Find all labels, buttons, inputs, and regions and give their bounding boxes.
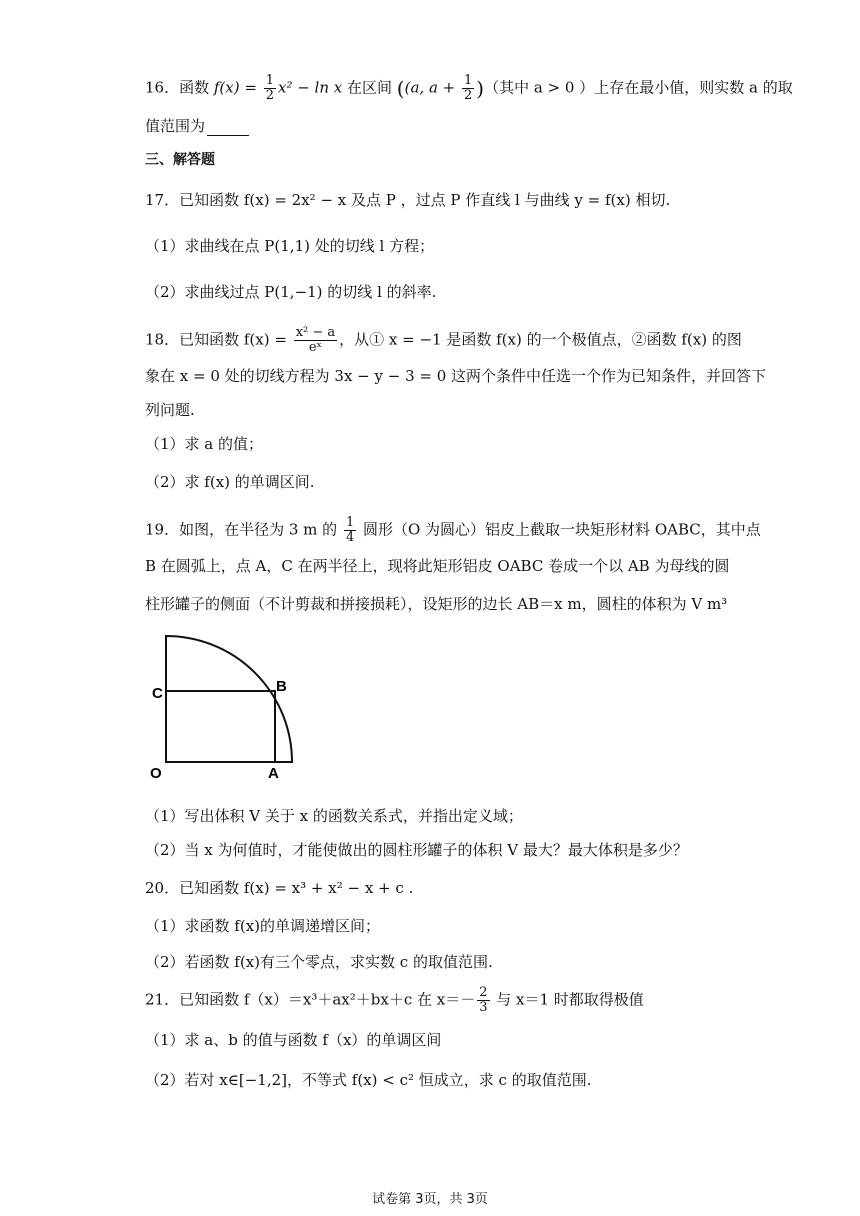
label-o: O (150, 765, 162, 782)
q19-sub1: （1）写出体积 V 关于 x 的函数关系式，并指出定义域； (145, 807, 523, 825)
q20-stem: 20．已知函数 f(x) = x³ + x² − x + c . (145, 879, 414, 897)
q19-line2: B 在圆弧上，点 A，C 在两半径上，现将此矩形铝皮 OABC 卷成一个以 AB 为母线的圆 (145, 557, 730, 575)
answer-blank (207, 121, 249, 136)
page-footer: 试卷第 3页，共 3页 (372, 1192, 488, 1207)
q18-line1: 18．已知函数 f(x) = $\frac{\text{x² − a}}{\text{eˣ}}$ ，从① x = −1 是函数 f(x) 的一个极值点，②函数 f(x) 的图 (145, 325, 742, 355)
q20-sub1: （1）求函数 f(x)的单调递增区间； (145, 917, 381, 935)
q16-line1: 16．函数 f(x) = $\frac{1}{2}$ x² − ln x 在区间 ((a, a + $\frac{1}{2}$ )（其中 a > 0 ）上存在最小值，则实数 a 的取 (145, 73, 793, 103)
q21-fraction: $\frac{2}{3}$ (479, 985, 488, 1015)
q18-line2: 象在 x = 0 处的切线方程为 3x − y − 3 = 0 这两个条件中任选一个作为已知条件，并回答下 (145, 367, 767, 385)
q16-half-fraction: $\frac{1}{2}$ (265, 73, 274, 103)
q19-line1: 19．如图，在半径为 3 m 的 $\frac{1}{4}$ 圆形（O 为圆心）铝皮上截取一块矩形材料 OABC，其中点 (145, 515, 761, 545)
q18-line3: 列问题. (145, 401, 195, 419)
q16-line2: 值范围为 (145, 116, 249, 136)
quarter-circle-figure (140, 628, 300, 783)
q20-sub2: （2）若函数 f(x)有三个零点，求实数 c 的取值范围. (145, 953, 493, 971)
rectangle-oabc (166, 691, 275, 762)
q21-sub2: （2）若对 x∈[−1,2]，不等式 f(x) < c² 恒成立，求 c 的取值范围. (145, 1071, 592, 1089)
q19-line3: 柱形罐子的侧面（不计剪裁和拼接损耗），设矩形的边长 AB＝x m，圆柱的体积为 V m³ (145, 595, 728, 613)
q16-number: 16． (145, 78, 180, 97)
q18-sub1: （1）求 a 的值； (145, 435, 264, 453)
q18-fraction: $\frac{\text{x² − a}}{\text{eˣ}}$ (295, 325, 336, 355)
label-b: B (276, 678, 287, 695)
q19-sub2: （2）当 x 为何值时，才能使做出的圆柱形罐子的体积 V 最大？最大体积是多少？ (145, 841, 688, 859)
q17-sub1: （1）求曲线在点 P(1,1) 处的切线 l 方程； (145, 237, 435, 255)
label-c: C (152, 685, 163, 702)
quarter-circle-outline (166, 636, 292, 762)
section-title: 三、解答题 (145, 152, 215, 168)
q17-sub2: （2）求曲线过点 P(1,−1) 的切线 l 的斜率. (145, 283, 437, 301)
q19-quarter-fraction: $\frac{1}{4}$ (345, 515, 355, 545)
q17-stem: 17．已知函数 f(x) = 2x² − x 及点 P ，过点 P 作直线 l 与曲线 y = f(x) 相切. (145, 191, 671, 209)
q21-sub1: （1）求 a、b 的值与函数 f（x）的单调区间 (145, 1031, 442, 1049)
q16-interval-fraction: $\frac{1}{2}$ (464, 73, 473, 103)
q21-line1: 21．已知函数 f（x）＝x³＋ax²＋bx＋c 在 x＝－ $\frac{2}{3}$ 与 x＝1 时都取得极值 (145, 985, 644, 1015)
label-a: A (268, 765, 279, 782)
q18-sub2: （2）求 f(x) 的单调区间. (145, 473, 315, 491)
